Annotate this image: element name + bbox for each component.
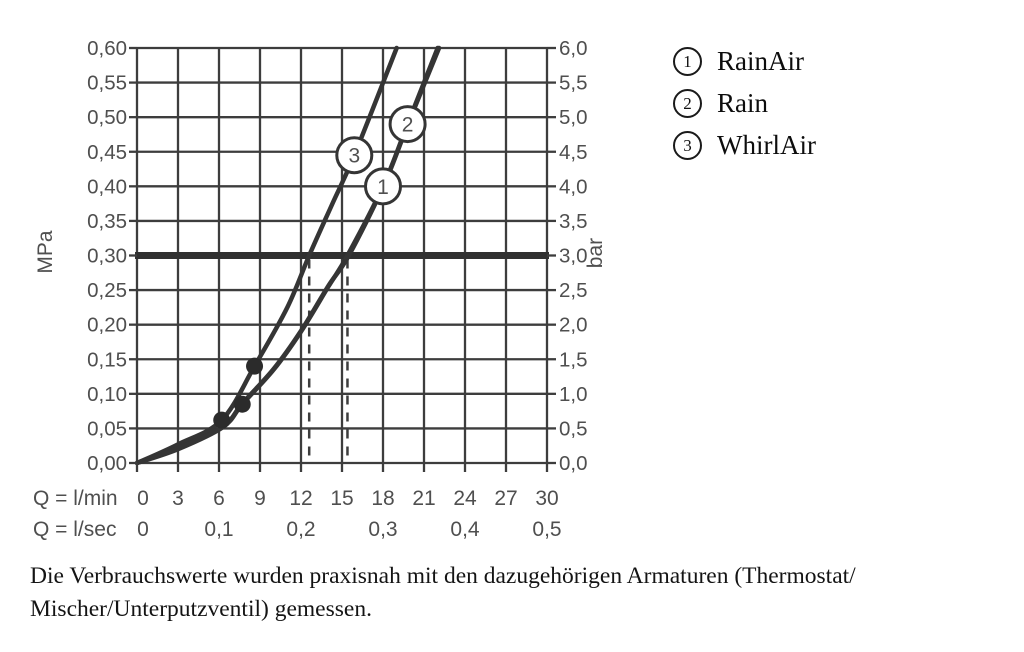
- svg-text:3,0: 3,0: [559, 244, 588, 268]
- legend-label-rain: Rain: [717, 87, 768, 118]
- caption: [30, 560, 990, 626]
- svg-text:0,10: 0,10: [87, 382, 127, 406]
- svg-text:18: 18: [371, 487, 395, 510]
- caption-line-1: Die Verbrauchswerte wurden praxisnah mit den dazugehörigen Armaturen (Thermostat/: [30, 563, 856, 589]
- svg-text:0: 0: [137, 487, 149, 510]
- legend-item-rainair: [673, 40, 816, 82]
- circled-number-2-icon: 2: [673, 89, 702, 118]
- svg-text:15: 15: [330, 487, 354, 510]
- svg-text:6: 6: [213, 487, 225, 510]
- data-dot: [246, 358, 263, 375]
- svg-text:0,45: 0,45: [87, 140, 127, 164]
- svg-text:0,5: 0,5: [532, 518, 562, 541]
- svg-text:3,5: 3,5: [559, 209, 588, 233]
- svg-text:0,2: 0,2: [286, 518, 316, 541]
- svg-text:0,3: 0,3: [368, 518, 398, 541]
- svg-text:0,60: 0,60: [87, 37, 127, 60]
- svg-text:12: 12: [289, 487, 313, 510]
- svg-text:27: 27: [494, 487, 518, 510]
- svg-text:5,5: 5,5: [559, 71, 588, 95]
- x-axis-lmin-label: Q = l/min: [33, 487, 118, 510]
- caption-line-2: Mischer/Unterputzventil) gemessen.: [30, 596, 372, 622]
- curve-marker-rain: [390, 107, 425, 142]
- x-axis-lsec-tick-labels: [137, 518, 561, 541]
- svg-text:0,20: 0,20: [87, 313, 127, 337]
- svg-text:24: 24: [453, 487, 477, 510]
- y-axis-left-tick-labels: [87, 37, 127, 475]
- svg-text:3: 3: [348, 144, 361, 168]
- legend-item-whirlair: [673, 124, 816, 166]
- svg-text:0,05: 0,05: [87, 417, 127, 441]
- svg-text:1,5: 1,5: [559, 348, 588, 372]
- circled-number-1-icon: 1: [673, 47, 702, 76]
- curve-marker-rainair: [366, 169, 401, 204]
- y-axis-left-unit-label: MPa: [34, 230, 57, 274]
- svg-text:4,0: 4,0: [559, 175, 588, 199]
- x-axis-lsec-label: Q = l/sec: [33, 518, 117, 541]
- svg-text:30: 30: [535, 487, 559, 510]
- svg-text:2,0: 2,0: [559, 313, 588, 337]
- svg-text:0,55: 0,55: [87, 71, 127, 95]
- svg-text:0,25: 0,25: [87, 279, 127, 303]
- svg-text:1,0: 1,0: [559, 382, 588, 406]
- svg-text:4,5: 4,5: [559, 140, 588, 164]
- legend-label-whirlair: WhirlAir: [717, 129, 816, 160]
- svg-text:0,50: 0,50: [87, 106, 127, 130]
- curve-marker-whirlair: [337, 138, 372, 173]
- curve-number-markers: [337, 107, 425, 204]
- svg-text:0,15: 0,15: [87, 348, 127, 372]
- svg-text:2,5: 2,5: [559, 279, 588, 303]
- svg-text:0,00: 0,00: [87, 452, 127, 475]
- legend-label-rainair: RainAir: [717, 45, 804, 76]
- svg-text:9: 9: [254, 487, 266, 510]
- svg-text:0,4: 0,4: [450, 518, 480, 541]
- chart-legend: [673, 40, 816, 166]
- svg-text:1: 1: [377, 175, 389, 199]
- x-axis-lmin-tick-labels: [137, 487, 559, 510]
- svg-text:3: 3: [172, 487, 184, 510]
- svg-text:2: 2: [401, 113, 414, 137]
- svg-text:0,30: 0,30: [87, 244, 127, 268]
- svg-text:5,0: 5,0: [559, 106, 588, 130]
- svg-text:21: 21: [412, 487, 436, 510]
- data-dot: [213, 412, 230, 429]
- data-dot: [234, 396, 251, 413]
- svg-text:0,5: 0,5: [559, 417, 588, 441]
- svg-text:6,0: 6,0: [559, 37, 588, 60]
- legend-item-rain: [673, 82, 816, 124]
- y-axis-right-unit-label: bar: [584, 237, 607, 269]
- svg-text:0,0: 0,0: [559, 452, 588, 475]
- svg-text:0,1: 0,1: [204, 518, 234, 541]
- svg-text:0,40: 0,40: [87, 175, 127, 199]
- svg-text:0,35: 0,35: [87, 209, 127, 233]
- svg-text:0: 0: [137, 518, 149, 541]
- circled-number-3-icon: 3: [673, 131, 702, 160]
